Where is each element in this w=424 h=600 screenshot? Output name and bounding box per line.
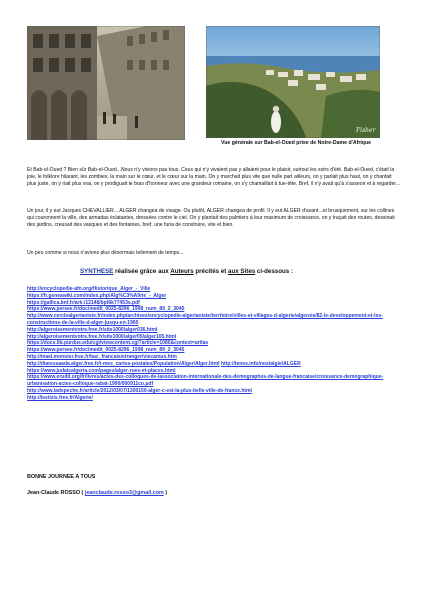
link-cerclealgerianiste[interactable]: http://www.cerclealgerianiste.fr/index.php/archives/encyclopedie-algerianiste/territoire/villes-et-villages-d-algerie/algerois/82-le-developpement-et-les-constructions-de-la-ville-d-alger-jusqu-en-1960 [27, 313, 383, 326]
link-encyclopedie-afn[interactable]: http://encyclopedie-afn.org/Historique_Alger_-_Ville [27, 286, 151, 292]
photo-panorama-image [206, 26, 380, 138]
link-geneawiki[interactable]: https://fr.geneawiki.com/index.php/Alg%C3%A9rie_-_Alger [27, 292, 167, 299]
photo-caption: Vue générale sur Bab-el-Oued prise de Notre-Dame d'Afrique [220, 140, 372, 146]
auteurs-word: Auteurs [170, 268, 194, 275]
link-judaicalgeria[interactable]: https://www.judaicalgeria.com/pages/alger-rues-et-places.html [27, 367, 176, 374]
link-algeroisement-036[interactable]: http://algeroisementvotre.free.fr/site1000/alger036.html [27, 326, 158, 333]
link-persee-1[interactable]: https://www.persee.fr/doc/medit_0025-8296_1998_num_89_2_3045 [27, 306, 185, 313]
link-persee-2[interactable]: https://www.persee.fr/doc/medit_0025-8296_1998_num_89_2_3045 [27, 347, 185, 354]
paragraph-temps: Un peu comme si nous n'avions plus désormais tellement de temps... [27, 250, 184, 256]
link-algeroisement-105[interactable]: http://algeroisementvotre.free.fr/site1000/alger05/alger105.html [27, 333, 177, 340]
author-signature: Jean-Claude ROSSO ( jeanclaude.rosso3@gmail.com ) [27, 490, 168, 496]
photo-panorama [206, 26, 380, 138]
link-line-diaressaada [27, 361, 402, 368]
synthese-heading: SYNTHESE réalisée grâce aux Auteurs précités et aux Sites ci-dessous : [80, 268, 294, 275]
paragraph-chevallier: Un jour, il y eut Jacques CHEVALLIER... ALGER changea de visage. Ou plutôt, ALGER changea de profil. Il y eut ALGER d'avant...et brusquement, sur les collines qui couronnent la ville, des armadas éclatantes, dressées contre le ciel. On y plantait des palmiers à leur maximum de croissance, on y traçait des routes, dessinait des jardins, creusait des vasques et des fontaines, bref, une furia de construire, vite et bien. [27, 208, 395, 228]
sites-word: aux Sites [228, 268, 256, 275]
photo-street [27, 26, 185, 140]
synthese-word: SYNTHESE [80, 268, 114, 275]
link-ladepeche[interactable]: http://www.ladepeche.fr/article/2012/03/07/1300150-alger-c-est-la-plus-belle-ville-de-france.html [27, 387, 252, 394]
link-diaressaada[interactable]: http://diaressaada.alger.free.fr/i-mes_cartes-postales/Population/Alger/Alger.html [27, 360, 220, 367]
link-purdue[interactable]: https://docs.lib.purdue.edu/cgi/viewcontent.cgi?article=1080&context=artlas [27, 340, 209, 347]
link-mael-monnier[interactable]: http://mael.monnier.free.fr/bac_francais/etranger/viecamus.htm [27, 353, 177, 360]
author-email-link[interactable]: jeanclaude.rosso3@gmail.com [84, 490, 164, 496]
photo-signature: Fisher [356, 127, 376, 134]
link-lestizis[interactable]: http://lestizis.free.fr/Algerie/ [27, 394, 93, 401]
link-tenes[interactable]: http://tenes.info/nostalgie/ALGER [220, 360, 301, 367]
link-gallica[interactable]: https://gallica.bnf.fr/ark:/12148/bpt6k77453s.pdf [27, 299, 140, 306]
bonne-journee: BONNE JOURNEE A TOUS [27, 474, 96, 480]
author-name: Jean-Claude ROSSO [27, 490, 81, 496]
source-links [27, 286, 402, 402]
paragraph-bab-el-oued: Et Bab-el-Oued ? Bien sûr Bab-el-Oued...Nous n'y vivions pas tous. Ceux qui n'y vivaient pas y allaient pour le plaisir, surtout les soirs d'été. Bab-el-Oued, c'était la joie, le folklore hilarant, les zombies, la main sur le cœur, et le cœur sur la main. On y marchait plus vite que nulle part ailleurs, on y parlait plus haut, on y chantait plus juste, on y riait plus vrai, on y prodiguait le bras d'honneur avec une grandeur romaine, on s'y chamaillait à tue-tête. Bref, il n'y avait qu'à s'asseoir et à regarder... [27, 167, 400, 187]
photo-street-image [27, 26, 185, 140]
link-erudit[interactable]: https://www.erudit.org/fr/livres/actes-des-colloques-de-lassociation-internationale-des-demographes-de-langue-francaise/croissance-demographique-urbanisation-actes-colloque-rabat-1990/000911co.pdf [27, 374, 384, 388]
